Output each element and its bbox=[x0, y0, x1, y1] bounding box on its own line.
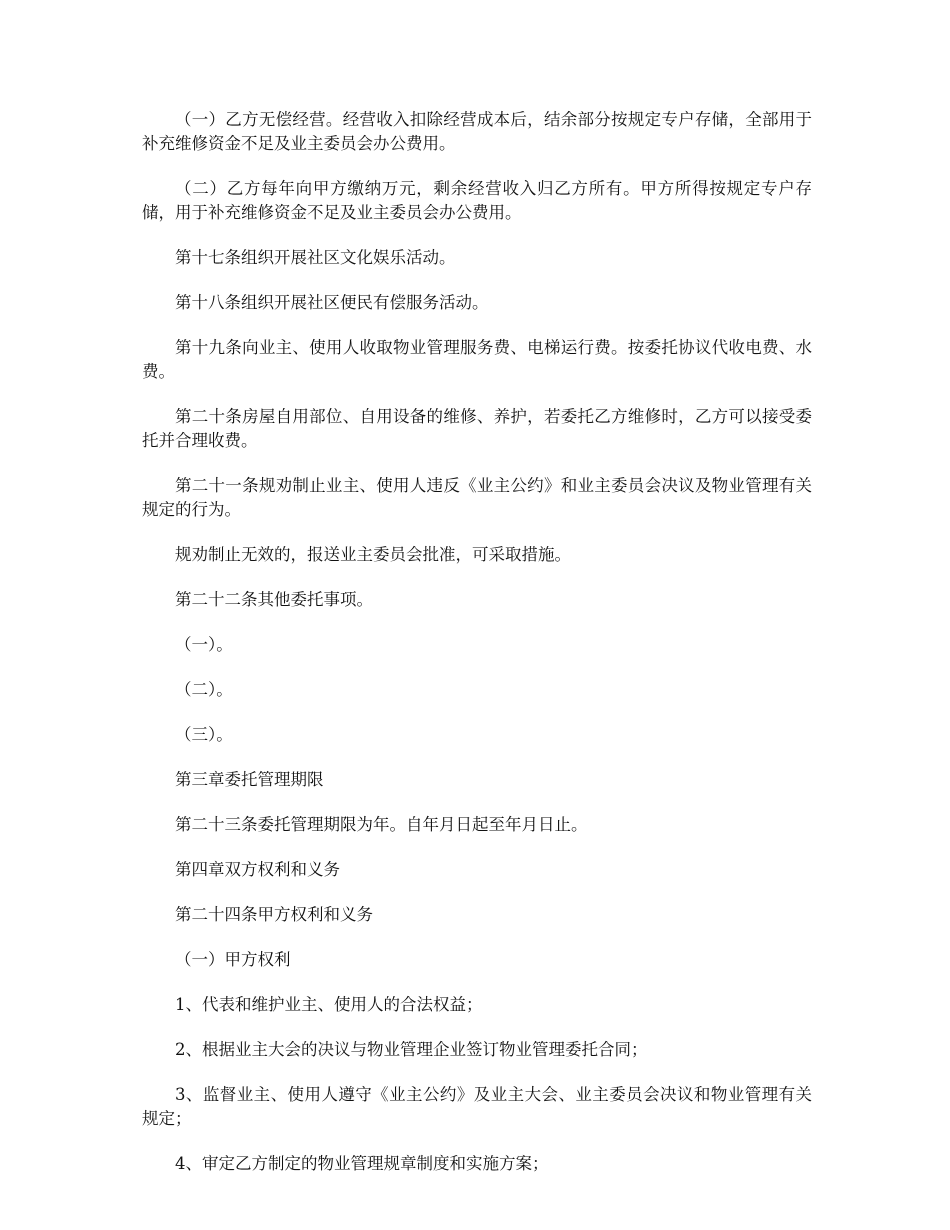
chapter-4-heading: 第四章双方权利和义务 bbox=[175, 860, 340, 879]
article-23: 第二十三条委托管理期限为年。自年月日起至年月日止。 bbox=[175, 815, 588, 834]
party-a-right-1: 1、代表和维护业主、使用人的合法权益； bbox=[175, 995, 483, 1014]
party-a-right-2: 2、根据业主大会的决议与物业管理企业签订物业管理委托合同； bbox=[175, 1040, 648, 1059]
article-18: 第十八条组织开展社区便民有偿服务活动。 bbox=[175, 293, 489, 312]
article-20: 第二十条房屋自用部位、自用设备的维修、养护，若委托乙方维修时，乙方可以接受委托并合理收费。 bbox=[142, 407, 812, 450]
paragraph-operation-free: （一）乙方无偿经营。经营收入扣除经营成本后，结余部分按规定专户存储，全部用于补充维修资金不足及业主委员会办公费用。 bbox=[142, 110, 812, 153]
article-22-item-3: （三）。 bbox=[175, 725, 233, 744]
article-19: 第十九条向业主、使用人收取物业管理服务费、电梯运行费。按委托协议代收电费、水费。 bbox=[142, 338, 812, 381]
document-page bbox=[142, 108, 812, 1197]
article-24: 第二十四条甲方权利和义务 bbox=[175, 905, 373, 924]
paragraph-operation-fee: （二）乙方每年向甲方缴纳万元，剩余经营收入归乙方所有。甲方所得按规定专户存储，用于补充维修资金不足及业主委员会办公费用。 bbox=[142, 179, 812, 222]
party-a-rights-heading: （一）甲方权利 bbox=[175, 950, 291, 969]
article-22: 第二十二条其他委托事项。 bbox=[175, 590, 373, 609]
article-21: 第二十一条规劝制止业主、使用人违反《业主公约》和业主委员会决议及物业管理有关规定的行为。 bbox=[142, 476, 812, 519]
article-17: 第十七条组织开展社区文化娱乐活动。 bbox=[175, 248, 456, 267]
article-21-note: 规劝制止无效的，报送业主委员会批准，可采取措施。 bbox=[175, 545, 571, 564]
article-22-item-1: （一）。 bbox=[175, 635, 233, 654]
party-a-right-3: 3、监督业主、使用人遵守《业主公约》及业主大会、业主委员会决议和物业管理有关规定； bbox=[142, 1085, 812, 1128]
chapter-3-heading: 第三章委托管理期限 bbox=[175, 770, 324, 789]
party-a-right-4: 4、审定乙方制定的物业管理规章制度和实施方案； bbox=[175, 1154, 549, 1173]
article-22-item-2: （二）。 bbox=[175, 680, 233, 699]
